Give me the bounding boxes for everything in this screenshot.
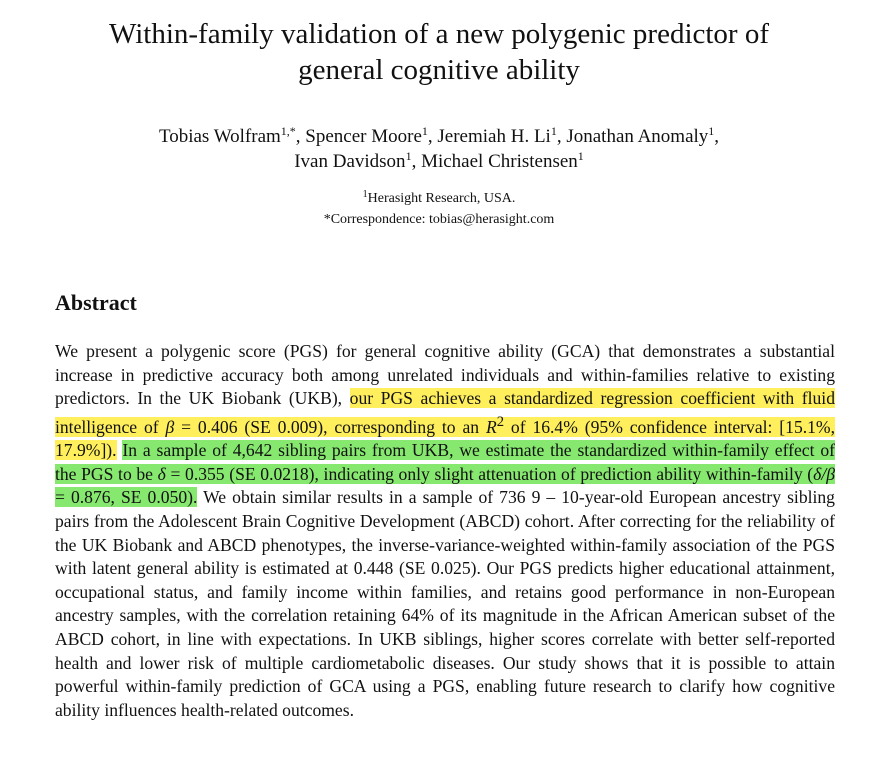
author-name: Spencer Moore — [305, 126, 422, 147]
author-name: Jonathan Anomaly — [566, 126, 709, 147]
r-superscript: 2 — [496, 413, 505, 430]
abstract-body — [55, 340, 835, 722]
abstract-heading: Abstract — [55, 290, 137, 315]
author-name: Ivan Davidson — [294, 151, 406, 172]
paper-title — [40, 16, 838, 88]
correspondence: *Correspondence: tobias@herasight.com — [323, 212, 555, 227]
r-symbol: R — [485, 416, 497, 437]
author-name: Tobias Wolfram — [158, 126, 281, 147]
author-affil-mark: 1 — [550, 124, 557, 138]
affiliation-block — [40, 188, 838, 230]
beta-symbol: β — [165, 416, 175, 437]
affiliation: Herasight Research, USA. — [367, 191, 516, 206]
ratio-symbol: δ/β — [813, 463, 835, 484]
highlight-text: = 0.355 (SE 0.0218), indicating only slight attenuation of prediction ability within-family ( — [165, 463, 814, 484]
author-name: Michael Christensen — [421, 151, 578, 172]
highlight-text: = 0.876, SE 0.050). — [55, 487, 198, 508]
highlight-text: In a sample of 4,642 sibling pairs from UKB, we estimate the standardized within-family effect of the PGS to be — [55, 440, 835, 484]
author-affil-mark: 1 — [405, 149, 412, 163]
title-line-2: general cognitive ability — [298, 54, 580, 86]
abstract-text: We present a polygenic score (PGS) for general cognitive ability (GCA) that demonstrates a substantial increase in predictive accuracy both among unrelated individuals and within-families relative to existing predictors. In the UK Biobank (UKB), — [55, 341, 835, 409]
highlight-text: = 0.406 (SE 0.009), corresponding to an — [174, 416, 486, 437]
author-affil-mark: 1 — [421, 124, 428, 138]
author-affil-mark: 1,* — [280, 124, 296, 138]
affiliation-mark: 1 — [362, 189, 368, 200]
title-line-1: Within-family validation of a new polygenic predictor of — [109, 18, 769, 50]
highlight-text: of 16.4% (95% confidence interval: [15.1%, 17.9%]). — [55, 416, 835, 461]
author-affil-mark: 1 — [708, 124, 715, 138]
highlight-text: our PGS achieves a standardized regression coefficient with fluid intelligence of — [55, 388, 835, 437]
author-list: Tobias Wolfram$^{1,*}$, Spencer Moore$^1$, Jeremiah H. Li$^1$, Jonathan Anomaly$^1$, Ivan Davidson$^1$, Michael Christensen$^1$ — [158, 124, 720, 172]
abstract-text: We obtain similar results in a sample of 736 9 – 10-year-old European ancestry sibling pairs from the Adolescent Brain Cognitive Development (ABCD) cohort. After correcting for the reliability of the UK Biobank and ABCD phenotypes, the inverse-variance-weighted within-family association of the PGS with latent general ability is estimated at 0.448 (SE 0.025). Our PGS predicts higher educational attainment, occupational status, and family income within families, and retains good performance in non-European ancestry samples, with the correlation retaining 64% of its magnitude in the African American subset of the ABCD cohort, in line with expectations. In UKB siblings, higher scores correlate with better self-reported health and lower risk of multiple cardiometabolic diseases. Our study shows that it is possible to attain powerful within-family prediction of GCA using a PGS, enabling future research to clarify how cognitive ability influences health-related outcomes. — [55, 487, 835, 720]
author-affil-mark: 1 — [577, 149, 584, 163]
author-name: Jeremiah H. Li — [437, 126, 551, 147]
delta-symbol: δ — [157, 463, 166, 484]
